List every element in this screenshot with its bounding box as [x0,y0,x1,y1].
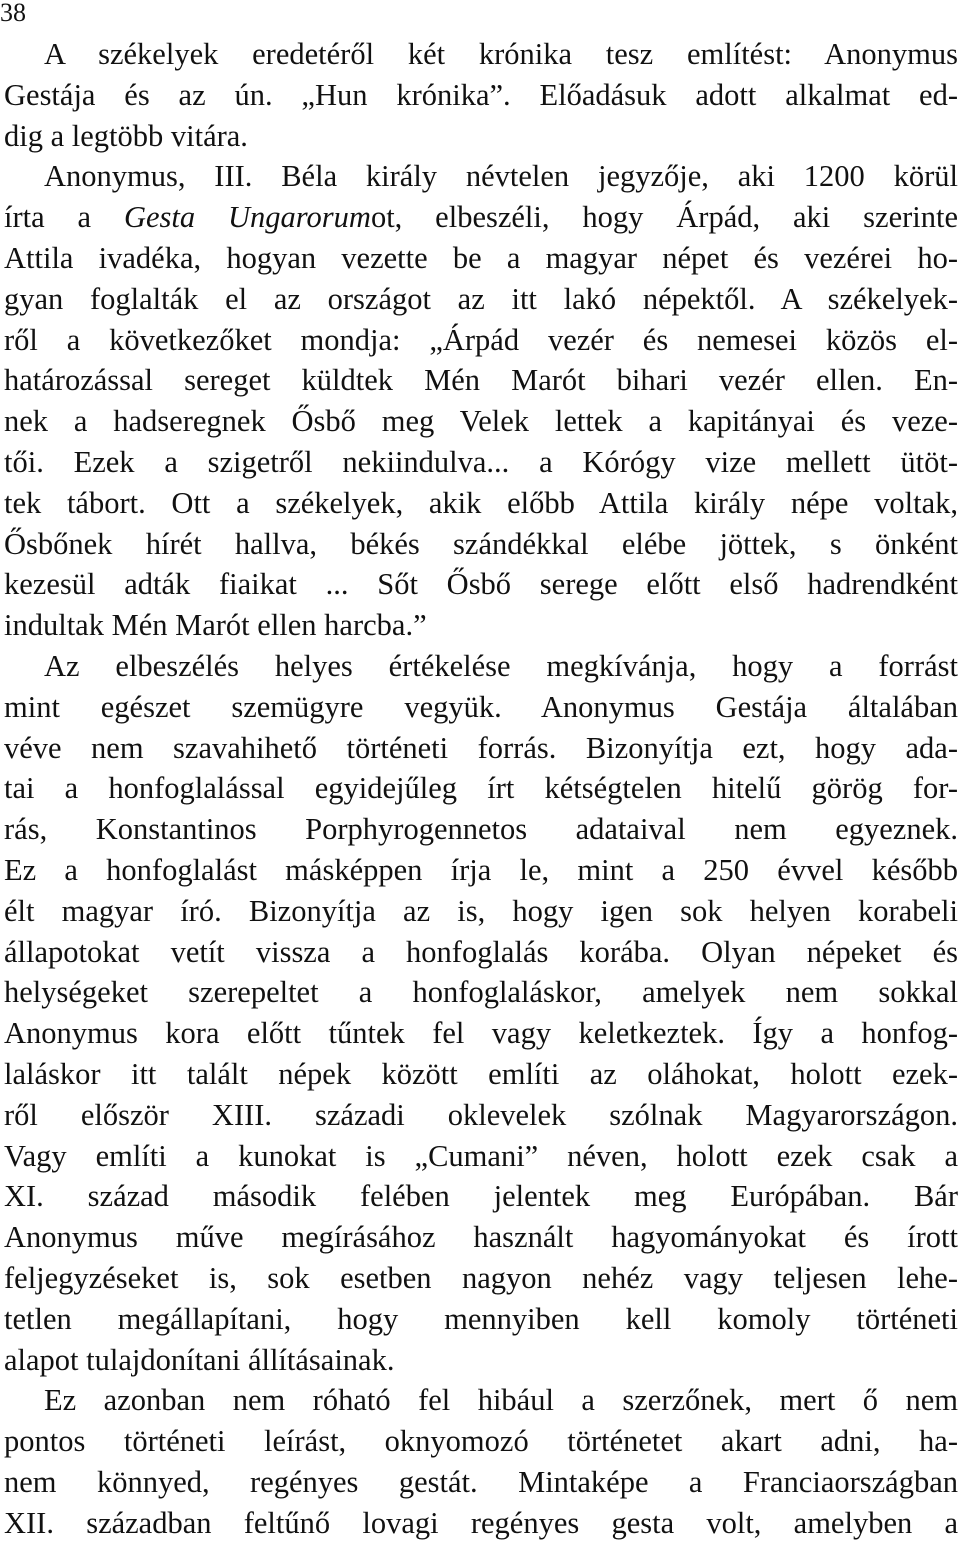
text-line: rás, Konstantinos Porphyrogennetos adataival nem egyeznek. [4,812,958,847]
text-line: Vagy említi a kunokat is „Cumani” néven, holott ezek csak a [4,1138,958,1173]
text-line: laláskor itt talált népek között említi az oláhokat, holott ezek- [4,1056,958,1091]
text-segment: ot, elbeszéli, hogy Árpád, aki szerinte [370,200,958,235]
text-line: állapotokat vetít vissza a honfoglalás korába. Olyan népeket és [4,934,958,969]
text-line: tai a honfoglalással egyidejűleg írt kétségtelen hitelű görög for- [4,771,958,806]
text-line: feljegyzéseket is, sok esetben nagyon nehéz vagy teljesen lehe- [4,1260,958,1295]
text-line: tetlen megállapítani, hogy mennyiben kell komoly történeti [4,1301,958,1336]
text-line: Ősbőnek hírét hallva, békés szándékkal elébe jöttek, s önként [4,526,958,561]
body-text [4,34,958,1543]
text-line: indultak Mén Marót ellen harcba.” [4,608,427,643]
text-line: pontos történeti leírást, oknyomozó történetet akart adni, ha- [4,1424,958,1459]
text-line: Anonymus, III. Béla király névtelen jegyzője, aki 1200 körül [44,159,958,194]
text-line: dig a legtöbb vitára. [4,118,248,153]
text-line: tek tábort. Ott a székelyek, akik előbb Attila király népe voltak, [4,485,958,520]
text-line: határozással sereget küldtek Mén Marót bihari vezér ellen. En- [4,363,958,398]
text-line: A székelyek eredetéről két krónika tesz említést: Anonymus [44,37,958,71]
text-line: Attila ivadéka, hogyan vezette be a magyar népet és vezérei ho- [4,240,958,275]
text-line: Gestája és az ún. „Hun krónika”. Előadásuk adott alkalmat ed- [4,77,958,112]
text-line: tői. Ezek a szigetről nekiindulva... a Kórógy vize mellett ütöt- [4,444,958,479]
text-line: kezesül adták fiaikat ... Sőt Ősbő serege előtt első hadrendként [4,567,958,602]
text-line: helységeket szerepeltet a honfoglaláskor, amelyek nem sokkal [4,975,958,1010]
text-line [4,197,958,238]
text-line: Anonymus kora előtt tűntek fel vagy keletkeztek. Így a honfog- [4,1016,958,1051]
text-line: ről először XIII. századi oklevelek szólnak Magyarországon. [4,1097,958,1132]
text-line: XII. században feltűnő lovagi regényes gesta volt, amelyben a [4,1505,958,1540]
text-line: gyan foglalták el az országot az itt lakó népektől. A székelyek- [4,281,958,316]
text-line: nem könnyed, regényes gestát. Mintaképe a Franciaországban [4,1464,958,1499]
text-line: alapot tulajdonítani állításainak. [4,1342,395,1377]
text-line: XI. század második felében jelentek meg Európában. Bár [4,1179,958,1214]
text-line: véve nem szavahihető történeti forrás. Bizonyítja ezt, hogy ada- [4,730,958,765]
text-line: Ez a honfoglalást másképpen írja le, mint a 250 évvel később [4,852,958,887]
text-line: élt magyar író. Bizonyítja az is, hogy igen sok helyen korabeli [4,893,958,928]
text-line: mint egészet szemügyre vegyük. Anonymus Gestája általában [4,689,958,724]
text-line: nek a hadseregnek Ősbő meg Velek lettek a kapitányai és veze- [4,404,958,439]
text-line: ről a következőket mondja: „Árpád vezér és nemesei közös el- [4,322,958,357]
text-line: Ez azonban nem róható fel hibául a szerzőnek, mert ő nem [44,1383,958,1418]
page-number: 38 [0,0,26,27]
text-line: Az elbeszélés helyes értékelése megkívánja, hogy a forrást [44,648,958,683]
text-line: Anonymus műve megírásához használt hagyományokat és írott [4,1220,958,1255]
text-segment: írta a [4,200,124,235]
italic-title: Gesta Ungarorum [123,200,371,235]
